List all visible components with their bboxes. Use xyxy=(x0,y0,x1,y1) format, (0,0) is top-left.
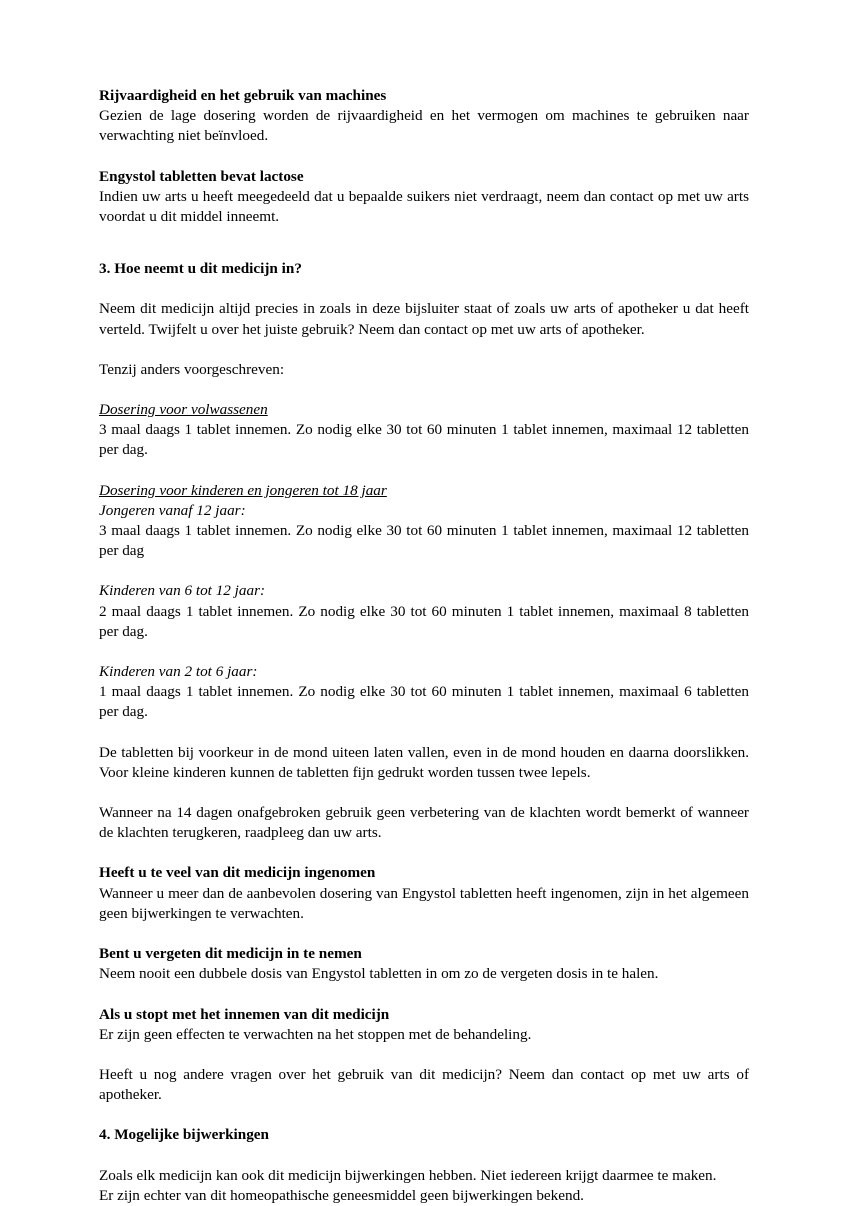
paragraph-dosing-children-6-12: 2 maal daags 1 tablet innemen. Zo nodig elke 30 tot 60 minuten 1 tablet innemen, maximaal 8 tabletten per dag. xyxy=(99,602,749,640)
spacer xyxy=(99,380,749,400)
spacer xyxy=(99,147,749,167)
paragraph-further-questions: Heeft u nog andere vragen over het gebruik van dit medicijn? Neem dan contact op met uw arts of apotheker. xyxy=(99,1065,749,1104)
spacer xyxy=(99,924,749,944)
spacer xyxy=(99,561,749,581)
spacer xyxy=(99,843,749,863)
spacer xyxy=(99,985,749,1005)
paragraph-no-improvement: Wanneer na 14 dagen onafgebroken gebruik geen verbetering van de klachten wordt bemerkt of wanneer de klachten terugkeren, raadpleeg dan uw arts. xyxy=(99,804,749,842)
paragraph-side-effects-line2: Er zijn echter van dit homeopathische geneesmiddel geen bijwerkingen bekend. xyxy=(99,1186,584,1204)
paragraph-how-to-take-intro: Neem dit medicijn altijd precies in zoals in deze bijsluiter staat of zoals uw arts of apotheker u dat heeft verteld. Twijfelt u over het juiste gebruik? Neem dan contact op met uw arts of apotheker. xyxy=(99,300,749,338)
subheading-dosing-children-6-12: Kinderen van 6 tot 12 jaar: xyxy=(99,582,266,600)
paragraph-contains-lactose: Indien uw arts u heeft meegedeeld dat u bepaalde suikers niet verdraagt, neem dan contact op met uw arts voordat u dit middel inneemt. xyxy=(99,187,749,226)
heading-contains-lactose: Engystol tabletten bevat lactose xyxy=(99,167,304,185)
heading-overdose: Heeft u te veel van dit medicijn ingenomen xyxy=(99,864,376,882)
paragraph-dosing-adults: 3 maal daags 1 tablet innemen. Zo nodig elke 30 tot 60 minuten 1 tablet innemen, maximaal 12 tabletten per dag. xyxy=(99,421,749,459)
subheading-dosing-adults: Dosering voor volwassenen xyxy=(99,401,268,419)
paragraph-missed-dose: Neem nooit een dubbele dosis van Engystol tabletten in om zo de vergeten dosis in te halen. xyxy=(99,965,659,983)
spacer xyxy=(99,1146,749,1166)
spacer xyxy=(99,642,749,662)
paragraph-driving-machines: Gezien de lage dosering worden de rijvaardigheid en het vermogen om machines te gebruiken naar verwachting niet beïnvloed. xyxy=(99,107,749,145)
paragraph-dosing-youth-12: 3 maal daags 1 tablet innemen. Zo nodig elke 30 tot 60 minuten 1 tablet innemen, maximaal 12 tabletten per dag xyxy=(99,522,749,560)
spacer xyxy=(99,279,749,299)
spacer xyxy=(99,1045,749,1065)
section-heading-4: 4. Mogelijke bijwerkingen xyxy=(99,1126,269,1144)
spacer xyxy=(99,1105,749,1125)
heading-missed-dose: Bent u vergeten dit medicijn in te nemen xyxy=(99,945,362,963)
paragraph-overdose: Wanneer u meer dan de aanbevolen dosering van Engystol tabletten heeft ingenomen, zijn in het algemeen geen bijwerkingen te verwachten. xyxy=(99,884,749,922)
spacer xyxy=(99,723,749,743)
subheading-dosing-children: Dosering voor kinderen en jongeren tot 18 jaar xyxy=(99,481,387,499)
subheading-dosing-children-2-6: Kinderen van 2 tot 6 jaar: xyxy=(99,663,258,681)
spacer xyxy=(99,783,749,803)
heading-driving-machines: Rijvaardigheid en het gebruik van machines xyxy=(99,87,387,104)
subheading-dosing-youth-12: Jongeren vanaf 12 jaar: xyxy=(99,501,246,519)
paragraph-side-effects-line1: Zoals elk medicijn kan ook dit medicijn bijwerkingen hebben. Niet iedereen krijgt daarmee te maken. xyxy=(99,1166,717,1184)
spacer xyxy=(99,461,749,481)
paragraph-stopping-treatment: Er zijn geen effecten te verwachten na het stoppen met de behandeling. xyxy=(99,1025,532,1043)
document-content xyxy=(99,86,749,1206)
paragraph-dosing-children-2-6: 1 maal daags 1 tablet innemen. Zo nodig elke 30 tot 60 minuten 1 tablet innemen, maximaal 6 tabletten per dag. xyxy=(99,683,749,721)
heading-stopping-treatment: Als u stopt met het innemen van dit medicijn xyxy=(99,1005,390,1023)
spacer xyxy=(99,227,749,259)
spacer xyxy=(99,340,749,360)
paragraph-unless-prescribed: Tenzij anders voorgeschreven: xyxy=(99,360,285,378)
paragraph-administration-instructions: De tabletten bij voorkeur in de mond uiteen laten vallen, even in de mond houden en daarna doorslikken. Voor kleine kinderen kunnen de tabletten fijn gedrukt worden tussen twee lepels. xyxy=(99,743,749,781)
section-heading-3: 3. Hoe neemt u dit medicijn in? xyxy=(99,260,302,278)
